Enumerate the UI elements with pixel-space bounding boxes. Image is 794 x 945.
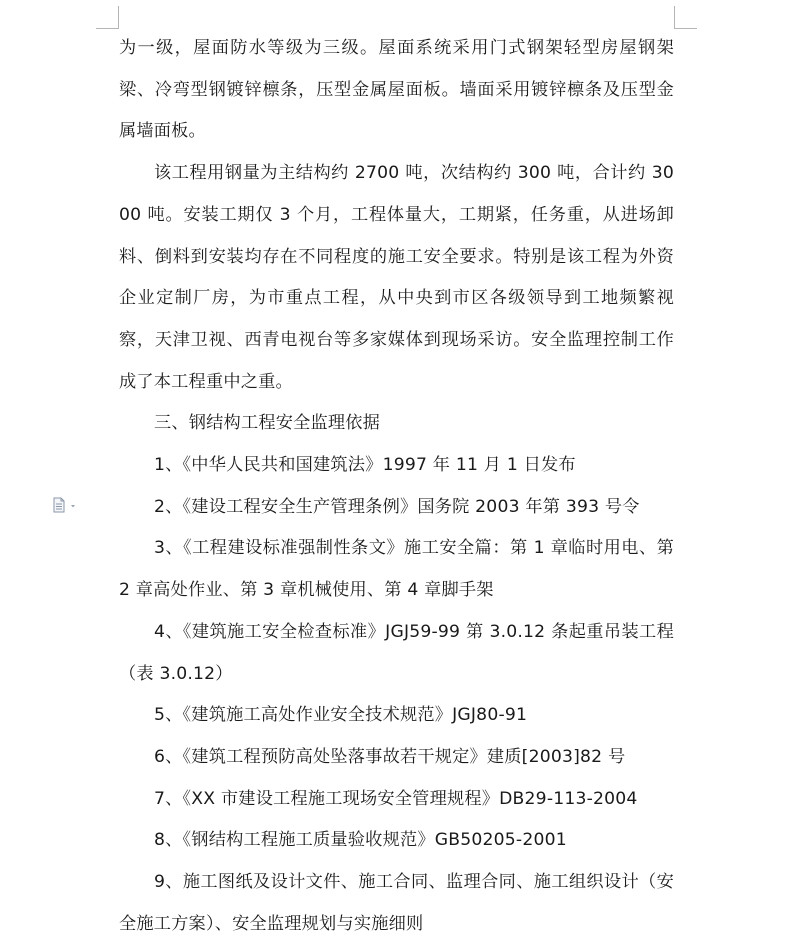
top-left-margin-mark [96,6,119,29]
paragraph-steel-quantity: 该工程用钢量为主结构约 2700 吨，次结构约 300 吨，合计约 3000 吨。安装工期仅 3 个月，工程体量大，工期紧，任务重，从进场卸料、倒料到安装均存在不同程度的施工安全要求。特别是该工程为外资企业定制厂房，为市重点工程，从中央到市区各级领导到工地频繁视察，天津卫视、西青电视台等多家媒体到现场采访。安全监理控制工作成了本工程重中之重。 [119,163,674,392]
paragraph-roof-system: 为一级，屋面防水等级为三级。屋面系统采用门式钢架轻型房屋钢架梁、冷弯型钢镀锌檩条，压型金属屋面板。墙面采用镀锌檩条及压型金属墙面板。 [119,38,674,142]
list-item-2: 2、《建设工程安全生产管理条例》国务院 2003 年第 393 号令 [154,496,640,517]
list-item-9: 9、施工图纸及设计文件、施工合同、监理合同、施工组织设计（安全施工方案）、安全监理规划与实施细则 [119,872,674,934]
section-heading-supervision-basis: 三、钢结构工程安全监理依据 [154,413,381,434]
top-right-margin-mark [674,6,697,29]
list-item-6: 6、《建筑工程预防高处坠落事故若干规定》建质[2003]82 号 [154,746,626,767]
list-item-4: 4、《建筑施工安全检查标准》JGJ59-99 第 3.0.12 条起重吊装工程（表 3.0.12） [119,621,674,684]
list-item-5: 5、《建筑施工高处作业安全技术规范》JGJ80-91 [154,705,528,726]
paragraph-options-icon[interactable] [52,497,78,513]
list-item-1: 1、《中华人民共和国建筑法》1997 年 11 月 1 日发布 [154,455,576,476]
list-item-7: 7、《XX 市建设工程施工现场安全管理规程》DB29-113-2004 [154,788,638,809]
list-item-8: 8、《钢结构工程施工质量验收规范》GB50205-2001 [154,830,567,851]
document-body[interactable] [119,28,674,945]
list-item-3: 3、《工程建设标准强制性条文》施工安全篇：第 1 章临时用电、第 2 章高处作业、第 3 章机械使用、第 4 章脚手架 [119,538,674,601]
